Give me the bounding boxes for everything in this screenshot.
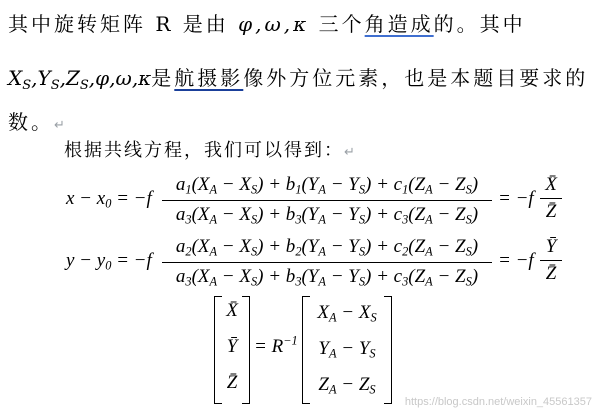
paragraph-line-3 <box>8 106 65 135</box>
line2-underlined-term: 航摄影 <box>174 66 244 90</box>
line1-post: 的。其中 <box>433 12 526 36</box>
matrix-right-row-3: $Z_A - Z_S$ <box>318 374 376 397</box>
eq2-fraction <box>162 236 492 292</box>
matrix-equals-r <box>254 333 298 358</box>
line1-pre: 其中旋转矩阵 R 是由 <box>8 12 229 36</box>
watermark-url: https://blog.csdn.net/weixin_45561357 <box>404 396 592 408</box>
line3-text: 数。 <box>8 110 54 134</box>
eq1-rhs-bar <box>540 198 562 199</box>
eq2-rhs-numerator: Ȳ <box>545 236 557 257</box>
eq1-numerator: $a_1(X_A - X_S) + b_1(Y_A - Y_S) + c_1(Z_A - Z_S)$ <box>175 174 479 197</box>
line1-mid: 三个 <box>318 12 365 36</box>
line4-text: 根据共线方程，我们可以得到： <box>64 140 344 161</box>
matrix-equals-label: = R <box>254 336 284 357</box>
eq1-rhs: = −f <box>498 188 534 209</box>
line1-greek: φ,ω,κ <box>238 12 310 36</box>
line2-variables: $X_S,Y_S,Z_S,\varphi,\omega,\kappa$ <box>8 66 152 93</box>
line2-pre: 是 <box>151 66 175 90</box>
eq2-denominator: $a_3(X_A - X_S) + b_3(Y_A - Y_S) + c_3(Z_A - Z_S)$ <box>175 266 479 289</box>
matrix-exponent: −1 <box>283 333 298 348</box>
line2-post: 像外方位元素，也是本题目要求的 <box>243 66 589 90</box>
matrix-left-row-2: Ȳ <box>226 336 238 357</box>
eq1-rhs-numerator: X̄ <box>545 174 557 195</box>
eq1-rhs-fraction <box>540 174 562 228</box>
eq2-rhs-denominator: Z̄ <box>545 263 557 284</box>
eq1-fraction <box>162 174 492 230</box>
eq2-rhs-bar <box>540 260 562 261</box>
paragraph-line-4 <box>64 136 355 162</box>
matrix-right <box>302 296 392 404</box>
matrix-left-row-1: X̄ <box>226 300 238 321</box>
line1-underlined-term: 角造成 <box>364 12 434 36</box>
eq1-fraction-bar <box>162 200 492 201</box>
eq2-fraction-bar <box>162 262 492 263</box>
matrix-left-row-3: Z̄ <box>226 372 238 393</box>
eq2-numerator: $a_2(X_A - X_S) + b_2(Y_A - Y_S) + c_2(Z_A - Z_S)$ <box>175 236 479 259</box>
eq1-rhs-denominator: Z̄ <box>545 201 557 222</box>
return-mark: ↵ <box>54 118 65 133</box>
eq1-denominator: $a_3(X_A - X_S) + b_3(Y_A - Y_S) + c_3(Z_A - Z_S)$ <box>175 204 479 227</box>
matrix-right-row-1: $X_A - X_S$ <box>317 302 377 325</box>
paragraph-line-2 <box>8 62 588 91</box>
eq2-rhs: = −f <box>498 250 534 271</box>
paragraph-line-1 <box>8 8 526 37</box>
eq2-lhs: $y - y_0 = -f$ <box>66 250 152 273</box>
matrix-left <box>214 296 250 404</box>
eq1-lhs: $x - x_0 = -f$ <box>66 188 152 211</box>
matrix-right-row-2: $Y_A - Y_S$ <box>318 338 376 361</box>
eq2-rhs-fraction <box>540 236 562 290</box>
return-mark: ↵ <box>344 145 355 160</box>
